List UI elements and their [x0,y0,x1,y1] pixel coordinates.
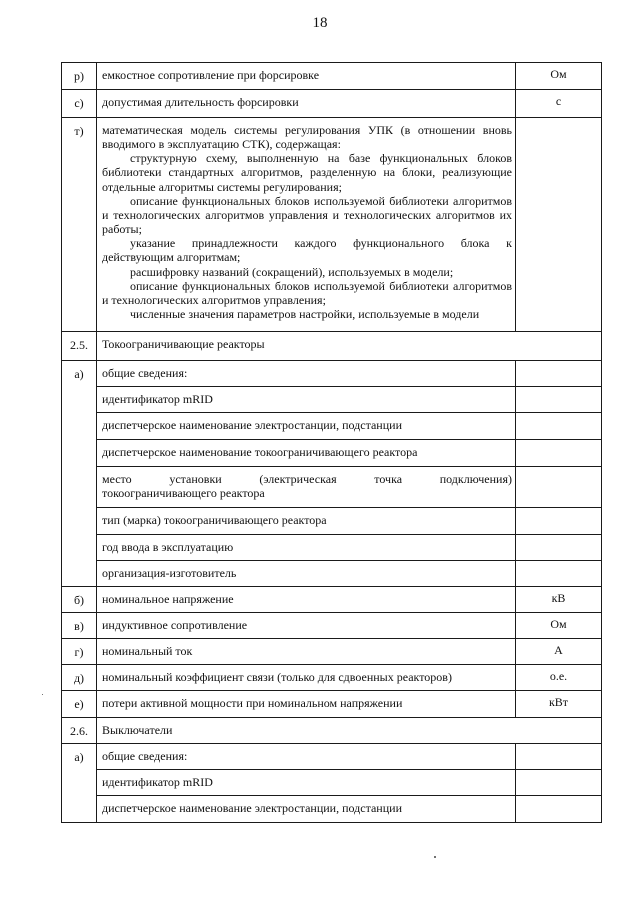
table-row [62,613,602,639]
row-description: год ввода в эксплуатацию [97,535,516,561]
row-unit [516,508,602,535]
row-unit: А [516,639,602,665]
row-description: допустимая длительность форсировки [97,90,516,118]
table-row [62,587,602,613]
row-unit [516,770,602,796]
row-number: а) [62,744,97,823]
line-tail: токоограничивающего реактора [102,486,265,501]
row-number: г) [62,639,97,665]
table-row [62,561,602,587]
row-description: потери активной мощности при номинальном напряжении [97,691,516,718]
row-unit: кВт [516,691,602,718]
section-number: 2.5. [62,332,97,361]
row-unit [516,413,602,440]
row-unit [516,361,602,387]
row-description: общие сведения: [97,361,516,387]
row-description: номинальный ток [97,639,516,665]
paragraph: указание принадлежности каждого функционального блока к действующим алгоритмам; [102,236,512,265]
row-unit [516,796,602,823]
table-row [62,387,602,413]
table-row [62,467,602,508]
table-row [62,118,602,332]
table-row [62,770,602,796]
row-description: организация-изготовитель [97,561,516,587]
row-description: идентификатор mRID [97,387,516,413]
row-number: е) [62,691,97,718]
table-row [62,508,602,535]
paragraph: структурную схему, выполненную на базе функциональных блоков библиотеки стандартных алгоритмов, разделенную на блоки, реализующие отдельные алгоритмы системы регулирования; [102,151,512,194]
row-description: номинальное напряжение [97,587,516,613]
row-unit [516,118,602,332]
row-unit [516,561,602,587]
table-row [62,361,602,387]
row-number: т) [62,118,97,332]
section-title: Токоограничивающие реакторы [97,332,602,361]
spread-line [102,472,512,486]
row-description [97,118,516,332]
section-row [62,718,602,744]
table-row [62,796,602,823]
row-unit: с [516,90,602,118]
table-row [62,440,602,467]
row-description: диспетчерское наименование токоограничивающего реактора [97,440,516,467]
row-description: диспетчерское наименование электростанции, подстанции [97,796,516,823]
table-row [62,90,602,118]
row-description: идентификатор mRID [97,770,516,796]
page-number: 18 [312,15,328,31]
scan-speck [434,856,436,858]
paragraph: расшифровку названий (сокращений), используемых в модели; [130,264,454,279]
row-description: общие сведения: [97,744,516,770]
row-unit [516,440,602,467]
table-row [62,63,602,90]
row-unit: о.е. [516,665,602,691]
section-row [62,332,602,361]
section-title: Выключатели [97,718,602,744]
scan-speck [42,694,43,695]
table-row [62,744,602,770]
paragraph: математическая модель системы регулирования УПК (в отношении вновь вводимого в эксплуатацию СТК), содержащая: [102,123,512,152]
table-row [62,691,602,718]
table-row [62,665,602,691]
word: точка [374,472,403,486]
row-description: емкостное сопротивление при форсировке [97,63,516,90]
word: подключения) [439,472,512,486]
word: установки [169,472,222,486]
row-description: тип (марка) токоограничивающего реактора [97,508,516,535]
row-unit: кВ [516,587,602,613]
row-unit: Ом [516,613,602,639]
paragraph: описание функциональных блоков используемой библиотеки алгоритмов и технологических алгоритмов управления и технологических алгоритмов их работы; [102,193,512,237]
table-row [62,535,602,561]
table-row [62,639,602,665]
row-number: с) [62,90,97,118]
row-description: номинальный коэффициент связи (только для сдвоенных реакторов) [97,665,516,691]
word: место [102,472,132,486]
row-unit [516,744,602,770]
row-number: в) [62,613,97,639]
requirements-table [61,62,602,823]
row-number: б) [62,587,97,613]
row-number: д) [62,665,97,691]
row-description [97,467,516,508]
section-number: 2.6. [62,718,97,744]
paragraph: описание функциональных блоков используемой библиотеки алгоритмов и технологических алгоритмов управления; [102,278,512,307]
row-unit: Ом [516,63,602,90]
row-unit [516,467,602,508]
row-description: индуктивное сопротивление [97,613,516,639]
row-unit [516,387,602,413]
word: (электрическая [259,472,337,486]
row-number: р) [62,63,97,90]
row-description: диспетчерское наименование электростанции, подстанции [97,413,516,440]
row-number: а) [62,361,97,587]
row-unit [516,535,602,561]
paragraph: численные значения параметров настройки, используемые в модели [130,307,480,322]
table-row [62,413,602,440]
